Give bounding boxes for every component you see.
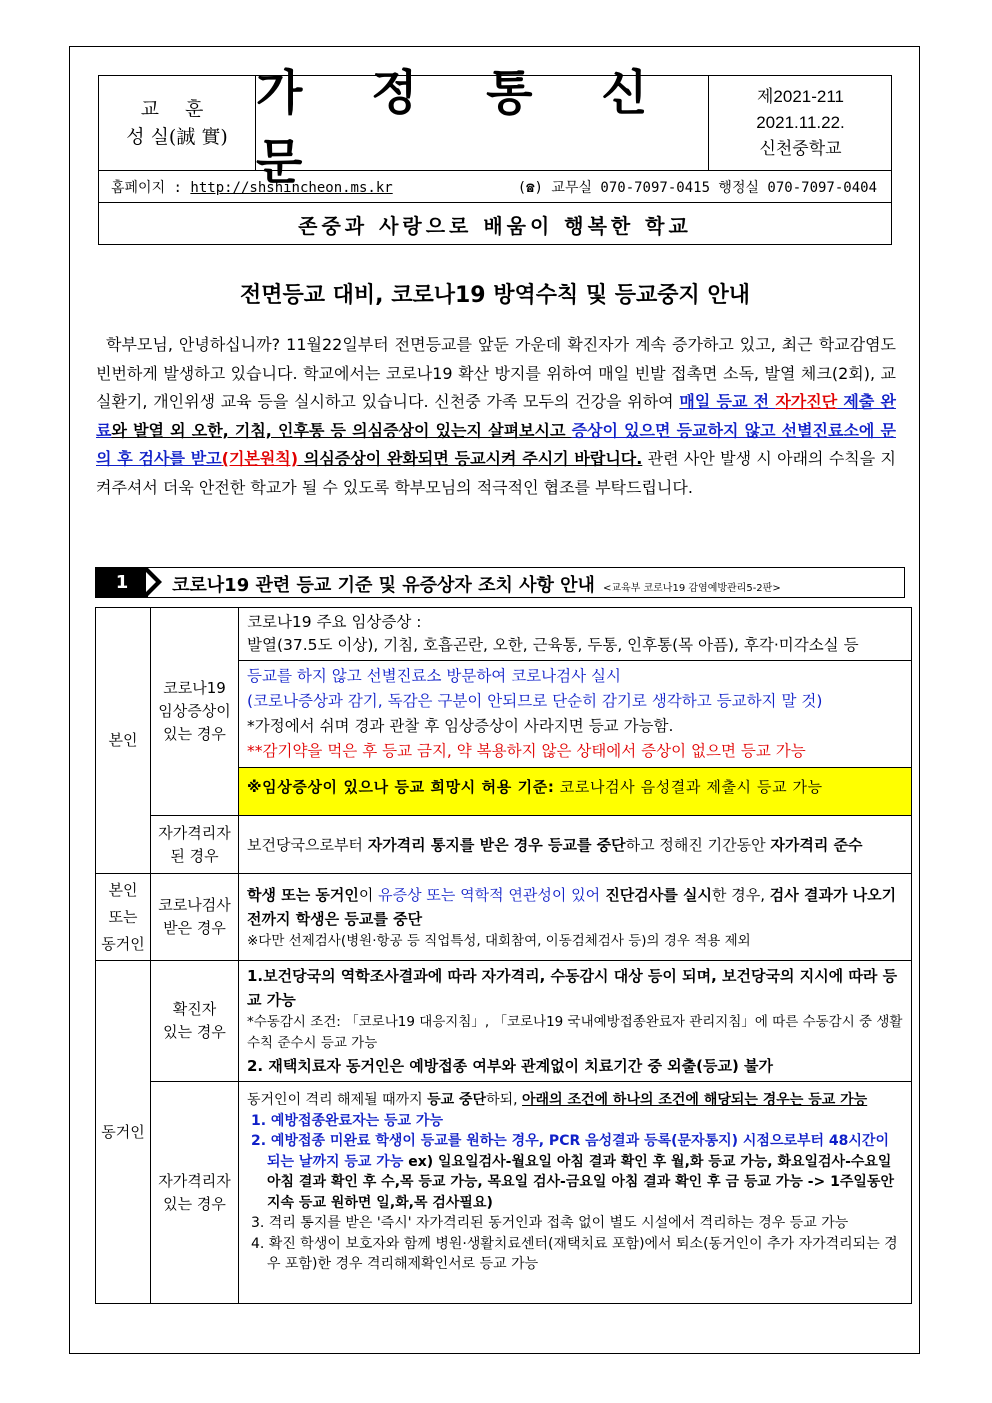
contact-row <box>99 170 891 203</box>
intro-paragraph <box>96 331 896 502</box>
intro-return: 의심증상이 완화되면 등교시켜 주시기 바랍니다. <box>298 449 643 468</box>
sub-self-quarantine: 자가격리자 된 경우 <box>151 816 239 874</box>
homepage-link[interactable]: http://shshincheon.ms.kr <box>190 180 393 196</box>
attendance-guide-table <box>95 607 912 1304</box>
arrow-icon-inner <box>146 572 156 592</box>
fq-condition-2-example: ex) 일요일검사-월요일 아침 결과 확인 후 월,화 등교 가능, 화요일검사-수요일 아침 결과 확인 후 수,목 등교 가능, 목요일 검사-금요일 아침 결과 확인 후 금 등교 가능 -> 1주일동안 지속 등교 원하면 일,화,목 검사필요) <box>267 1153 894 1211</box>
newsletter-header <box>98 65 892 245</box>
school-name: 신천중학교 <box>759 139 842 158</box>
symptom-rule-2: (코로나증상과 감기, 독감은 구분이 안되므로 단순히 감기로 생각하고 등교하지 말 것) <box>247 692 823 710</box>
fq-intro-b: 등교 중단 <box>427 1092 487 1108</box>
fq-condition-3: 3. 격리 통지를 받은 '즉시' 자가격리된 동거인과 접촉 없이 별도 시설에서 격리하는 경우 등교 가능 <box>251 1215 849 1231</box>
homepage-label: 홈페이지 : <box>111 180 182 196</box>
section-1-heading <box>95 567 905 598</box>
phone-numbers: (☎) 교무실 070-7097-0415 행정실 070-7097-0404 <box>517 180 877 196</box>
symptom-rules <box>239 661 912 768</box>
newsletter-title: 가 정 통 신 문 <box>256 65 674 190</box>
section-number: 1 <box>96 568 148 597</box>
table-row <box>96 961 912 1082</box>
intro-self-diagnosis: 자가진단 <box>775 392 838 411</box>
fq-intro-a: 동거인이 격리 해제될 때까지 <box>247 1092 428 1108</box>
issue-date: 2021.11.22. <box>756 113 845 132</box>
selfq-text-b: 자가격리 통지를 받은 경우 등교를 중단 <box>367 835 626 854</box>
symptom-list: 발열(37.5도 이상), 기침, 호흡곤란, 오한, 근육통, 두통, 인후통(목 아픔), 후각·미각소실 등 <box>247 636 859 654</box>
table-row <box>96 874 912 961</box>
fq-condition-2: 2. 예방접종 미완료 학생이 등교를 원하는 경우, PCR 음성결과 등록(문자통지) 시점으로부터 48시간이 되는 날까지 등교 가능 <box>251 1133 889 1170</box>
tested-text-d: 진단검사를 실시 <box>600 885 712 904</box>
table-row <box>96 608 912 661</box>
fq-condition-1: 1. 예방접종완료자는 등교 가능 <box>251 1112 443 1129</box>
section-note: <교육부 코로나19 감염예방관리5-2판> <box>602 583 781 594</box>
motto-value: 성 실(誠 實) <box>126 126 228 148</box>
fq-intro-c: 하되, <box>486 1092 523 1108</box>
symptom-rule-4: **감기약을 먹은 후 등교 금지, 약 복용하지 않은 상태에서 증상이 없으면 등교 가능 <box>247 742 806 760</box>
fq-conditions <box>247 1111 903 1275</box>
confirmed-info <box>239 961 912 1082</box>
symptom-rule-3: *가정에서 쉬며 경과 관찰 후 임상증상이 사라지면 등교 가능함. <box>247 717 674 735</box>
confirmed-note: *수동감시 조건: 「코로나19 대응지침」, 「코로나19 국내예방접종완료자 관리지침」에 따른 수동감시 중 생활수칙 준수시 등교 가능 <box>247 1014 903 1051</box>
selfq-text-c: 하고 정해진 기간동안 <box>625 835 771 854</box>
intro-text-1: 학부모님, 안녕하십니까? 11월22일부터 전면등교를 앞둔 가운데 확진자가 계속 증가하고 있고, 최근 학교감염도 빈번하게 발생하고 있습니다. 학교에서는 코로나19 확산 방지를 위하여 매일 빈발 접촉면 소독, 발열 체크(2회), 교실환기, 개인위생 교육 등을 실시하고 있습니다. 신천중 가족 모두의 건강을 위하여 <box>96 335 896 411</box>
tested-info <box>239 874 912 961</box>
allow-value: 코로나검사 음성결과 제출시 등교 가능 <box>554 778 823 796</box>
intro-submit: 제출 완료 <box>96 392 896 440</box>
confirmed-rule-1: 1.보건당국의 역학조사결과에 따라 자가격리, 수동감시 대상 등이 되며, 보건당국의 지시에 따라 등교 가능 <box>247 967 898 1009</box>
cat-self-or-family: 본인 또는 동거인 <box>96 874 151 961</box>
symptom-title: 코로나19 주요 임상증상 : <box>247 613 422 631</box>
symptom-info <box>239 608 912 661</box>
sub-family-quarantine: 자가격리자 있는 경우 <box>151 1082 239 1304</box>
tested-text-b: 이 <box>358 885 379 904</box>
section-title <box>172 571 781 597</box>
intro-text-2: 관련 사안 발생 시 아래의 수칙을 지켜주셔서 더욱 안전한 학교가 될 수 있도록 학부모님의 적극적인 협조를 부탁드립니다. <box>96 449 896 497</box>
table-row <box>96 816 912 874</box>
homepage <box>111 177 393 197</box>
self-quarantine-info <box>239 816 912 874</box>
cat-family: 동거인 <box>96 961 151 1304</box>
intro-basic-principle: (기본원칙) <box>221 449 299 468</box>
tested-text-f: 검사 결과가 나오기 전까지 학생은 등교를 중단 <box>247 885 897 928</box>
confirmed-rule-2: 2. 재택치료자 동거인은 예방접종 여부와 관계없이 치료기간 중 외출(등교) 불가 <box>247 1057 774 1075</box>
section-title-text: 코로나19 관련 등교 기준 및 유증상자 조치 사항 안내 <box>172 575 595 596</box>
issue-number: 제2021-211 <box>756 87 844 106</box>
intro-test-rule: 증상이 있으면 등교하지 않고 선별진료소에 문의 후 검사를 받고 <box>96 420 896 468</box>
issue-info <box>708 76 892 170</box>
tested-text-c: 유증상 또는 역학적 연관성이 있어 <box>378 885 601 904</box>
symptom-rule-1: 등교를 하지 않고 선별진료소 방문하여 코로나검사 실시 <box>247 667 621 685</box>
intro-daily-check: 매일 등교 전 <box>679 392 776 411</box>
cat-self: 본인 <box>96 608 151 874</box>
fq-condition-4: 4. 확진 학생이 보호자와 함께 병원·생활치료센터(재택치료 포함)에서 퇴소(동거인이 추가 자가격리되는 경우 포함)한 경우 격리해제확인서로 등교 가능 <box>251 1235 898 1272</box>
symptom-allow-criteria <box>239 768 912 816</box>
intro-symptoms: 와 발열 외 오한, 기침, 인후통 등 의심증상이 있는지 살펴보시고 <box>111 420 572 440</box>
sub-confirmed: 확진자 있는 경우 <box>151 961 239 1082</box>
tested-text-e: 한 경우, <box>711 885 770 904</box>
selfq-text-d: 자가격리 준수 <box>770 835 863 854</box>
main-title: 전면등교 대비, 코로나19 방역수칙 및 등교중지 안내 <box>240 283 750 308</box>
sub-symptom: 코로나19 임상증상이 있는 경우 <box>151 608 239 816</box>
tested-text-a: 학생 또는 동거인 <box>247 885 359 904</box>
allow-label: ※임상증상이 있으나 등교 희망시 허용 기준: <box>247 778 555 796</box>
tested-note: ※다만 선제검사(병원·항공 등 직업특성, 대회참여, 이동검체검사 등)의 경우 적용 제외 <box>247 932 751 949</box>
selfq-text-a: 보건당국으로부터 <box>247 835 368 854</box>
school-motto <box>99 76 256 170</box>
fq-intro-d: 아래의 조건에 하나의 조건에 해당되는 경우는 등교 가능 <box>522 1092 868 1108</box>
sub-tested: 코로나검사 받은 경우 <box>151 874 239 961</box>
family-quarantine-info <box>239 1082 912 1304</box>
motto-label: 교 훈 <box>140 98 214 120</box>
school-slogan: 존중과 사랑으로 배움이 행복한 학교 <box>298 213 692 238</box>
table-row <box>96 1082 912 1304</box>
